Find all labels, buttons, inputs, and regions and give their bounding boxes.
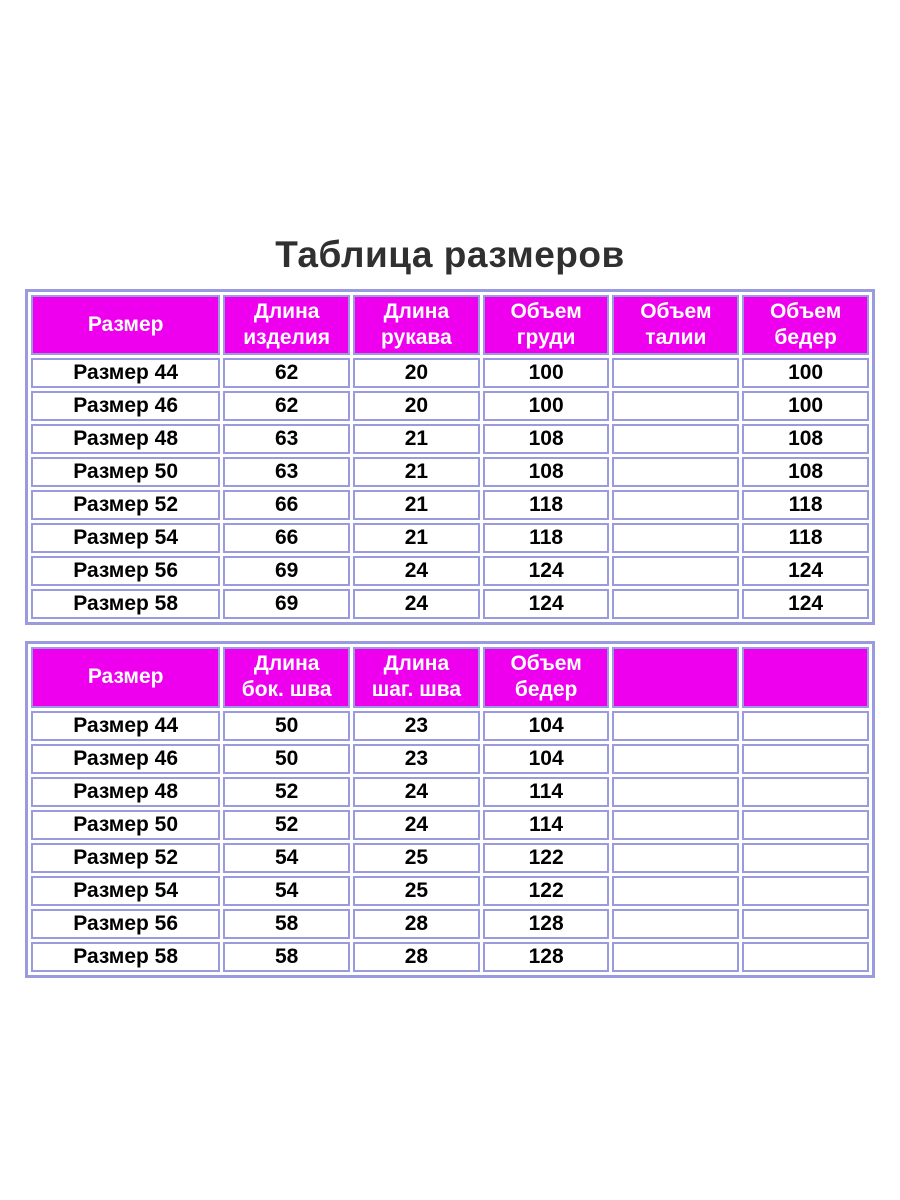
- size-label-cell: Размер 56: [31, 909, 220, 939]
- value-cell: [612, 523, 739, 553]
- table-row: [31, 777, 869, 807]
- value-cell: 24: [353, 589, 480, 619]
- value-cell: 50: [223, 711, 350, 741]
- value-cell: 118: [742, 490, 869, 520]
- value-cell: [742, 777, 869, 807]
- table-row: [31, 744, 869, 774]
- value-cell: 63: [223, 424, 350, 454]
- value-cell: 52: [223, 810, 350, 840]
- value-cell: 122: [483, 876, 610, 906]
- value-cell: 58: [223, 909, 350, 939]
- value-cell: 24: [353, 810, 480, 840]
- value-cell: 50: [223, 744, 350, 774]
- page-title: Таблица размеров: [275, 234, 625, 275]
- value-cell: [612, 942, 739, 972]
- value-cell: [742, 843, 869, 873]
- value-cell: 108: [742, 424, 869, 454]
- value-cell: [612, 391, 739, 421]
- column-header: Длина бок. шва: [223, 647, 350, 708]
- value-cell: 124: [742, 556, 869, 586]
- size-label-cell: Размер 48: [31, 777, 220, 807]
- value-cell: 23: [353, 711, 480, 741]
- value-cell: 66: [223, 523, 350, 553]
- table-row: [31, 424, 869, 454]
- value-cell: 122: [483, 843, 610, 873]
- value-cell: [612, 777, 739, 807]
- table-row: [31, 490, 869, 520]
- value-cell: 20: [353, 358, 480, 388]
- table-row: [31, 810, 869, 840]
- value-cell: 25: [353, 843, 480, 873]
- value-cell: [612, 490, 739, 520]
- table-row: [31, 942, 869, 972]
- value-cell: 54: [223, 876, 350, 906]
- value-cell: 21: [353, 523, 480, 553]
- value-cell: [612, 556, 739, 586]
- value-cell: [612, 876, 739, 906]
- column-header-empty: [742, 647, 869, 708]
- value-cell: 100: [742, 391, 869, 421]
- size-label-cell: Размер 48: [31, 424, 220, 454]
- value-cell: 108: [742, 457, 869, 487]
- size-label-cell: Размер 52: [31, 490, 220, 520]
- value-cell: [612, 589, 739, 619]
- value-cell: 21: [353, 490, 480, 520]
- column-header: Длина рукава: [353, 295, 480, 356]
- column-header: Объем бедер: [483, 647, 610, 708]
- value-cell: 104: [483, 744, 610, 774]
- table-row: [31, 358, 869, 388]
- value-cell: 21: [353, 457, 480, 487]
- value-cell: 124: [483, 589, 610, 619]
- size-label-cell: Размер 58: [31, 942, 220, 972]
- value-cell: 108: [483, 424, 610, 454]
- value-cell: 118: [742, 523, 869, 553]
- size-label-cell: Размер 44: [31, 711, 220, 741]
- value-cell: 118: [483, 490, 610, 520]
- value-cell: 25: [353, 876, 480, 906]
- table-row: [31, 391, 869, 421]
- value-cell: [612, 843, 739, 873]
- value-cell: 58: [223, 942, 350, 972]
- value-cell: 118: [483, 523, 610, 553]
- table-row: [31, 457, 869, 487]
- table-row: [31, 909, 869, 939]
- value-cell: [612, 711, 739, 741]
- value-cell: 128: [483, 942, 610, 972]
- column-header: Размер: [31, 295, 220, 356]
- value-cell: 100: [742, 358, 869, 388]
- table-row: [31, 556, 869, 586]
- value-cell: [742, 711, 869, 741]
- value-cell: 28: [353, 909, 480, 939]
- header-row: [31, 647, 869, 708]
- size-label-cell: Размер 46: [31, 391, 220, 421]
- value-cell: 54: [223, 843, 350, 873]
- value-cell: [612, 358, 739, 388]
- value-cell: 100: [483, 358, 610, 388]
- value-cell: [612, 424, 739, 454]
- value-cell: 24: [353, 777, 480, 807]
- size-label-cell: Размер 44: [31, 358, 220, 388]
- header-row: [31, 295, 869, 356]
- value-cell: [612, 909, 739, 939]
- value-cell: 23: [353, 744, 480, 774]
- size-label-cell: Размер 52: [31, 843, 220, 873]
- value-cell: 69: [223, 589, 350, 619]
- size-label-cell: Размер 56: [31, 556, 220, 586]
- value-cell: [742, 744, 869, 774]
- value-cell: 21: [353, 424, 480, 454]
- size-label-cell: Размер 50: [31, 810, 220, 840]
- size-label-cell: Размер 54: [31, 876, 220, 906]
- table-row: [31, 523, 869, 553]
- value-cell: [612, 810, 739, 840]
- column-header: Размер: [31, 647, 220, 708]
- value-cell: 62: [223, 391, 350, 421]
- size-label-cell: Размер 50: [31, 457, 220, 487]
- value-cell: 20: [353, 391, 480, 421]
- column-header: Объем талии: [612, 295, 739, 356]
- value-cell: [612, 744, 739, 774]
- value-cell: [742, 876, 869, 906]
- size-label-cell: Размер 58: [31, 589, 220, 619]
- column-header: Объем груди: [483, 295, 610, 356]
- value-cell: 114: [483, 810, 610, 840]
- value-cell: 62: [223, 358, 350, 388]
- value-cell: 69: [223, 556, 350, 586]
- value-cell: 128: [483, 909, 610, 939]
- value-cell: 124: [742, 589, 869, 619]
- table-row: [31, 843, 869, 873]
- value-cell: 24: [353, 556, 480, 586]
- column-header-empty: [612, 647, 739, 708]
- column-header: Длина шаг. шва: [353, 647, 480, 708]
- value-cell: [742, 942, 869, 972]
- size-table-trousers: [25, 641, 875, 978]
- size-label-cell: Размер 46: [31, 744, 220, 774]
- value-cell: 28: [353, 942, 480, 972]
- value-cell: [612, 457, 739, 487]
- value-cell: 124: [483, 556, 610, 586]
- value-cell: 100: [483, 391, 610, 421]
- column-header: Длина изделия: [223, 295, 350, 356]
- value-cell: 114: [483, 777, 610, 807]
- value-cell: 108: [483, 457, 610, 487]
- size-table-garment: [25, 289, 875, 626]
- value-cell: 52: [223, 777, 350, 807]
- column-header: Объем бедер: [742, 295, 869, 356]
- table-row: [31, 589, 869, 619]
- table-row: [31, 711, 869, 741]
- value-cell: 104: [483, 711, 610, 741]
- value-cell: 63: [223, 457, 350, 487]
- value-cell: [742, 810, 869, 840]
- table-row: [31, 876, 869, 906]
- value-cell: [742, 909, 869, 939]
- size-label-cell: Размер 54: [31, 523, 220, 553]
- value-cell: 66: [223, 490, 350, 520]
